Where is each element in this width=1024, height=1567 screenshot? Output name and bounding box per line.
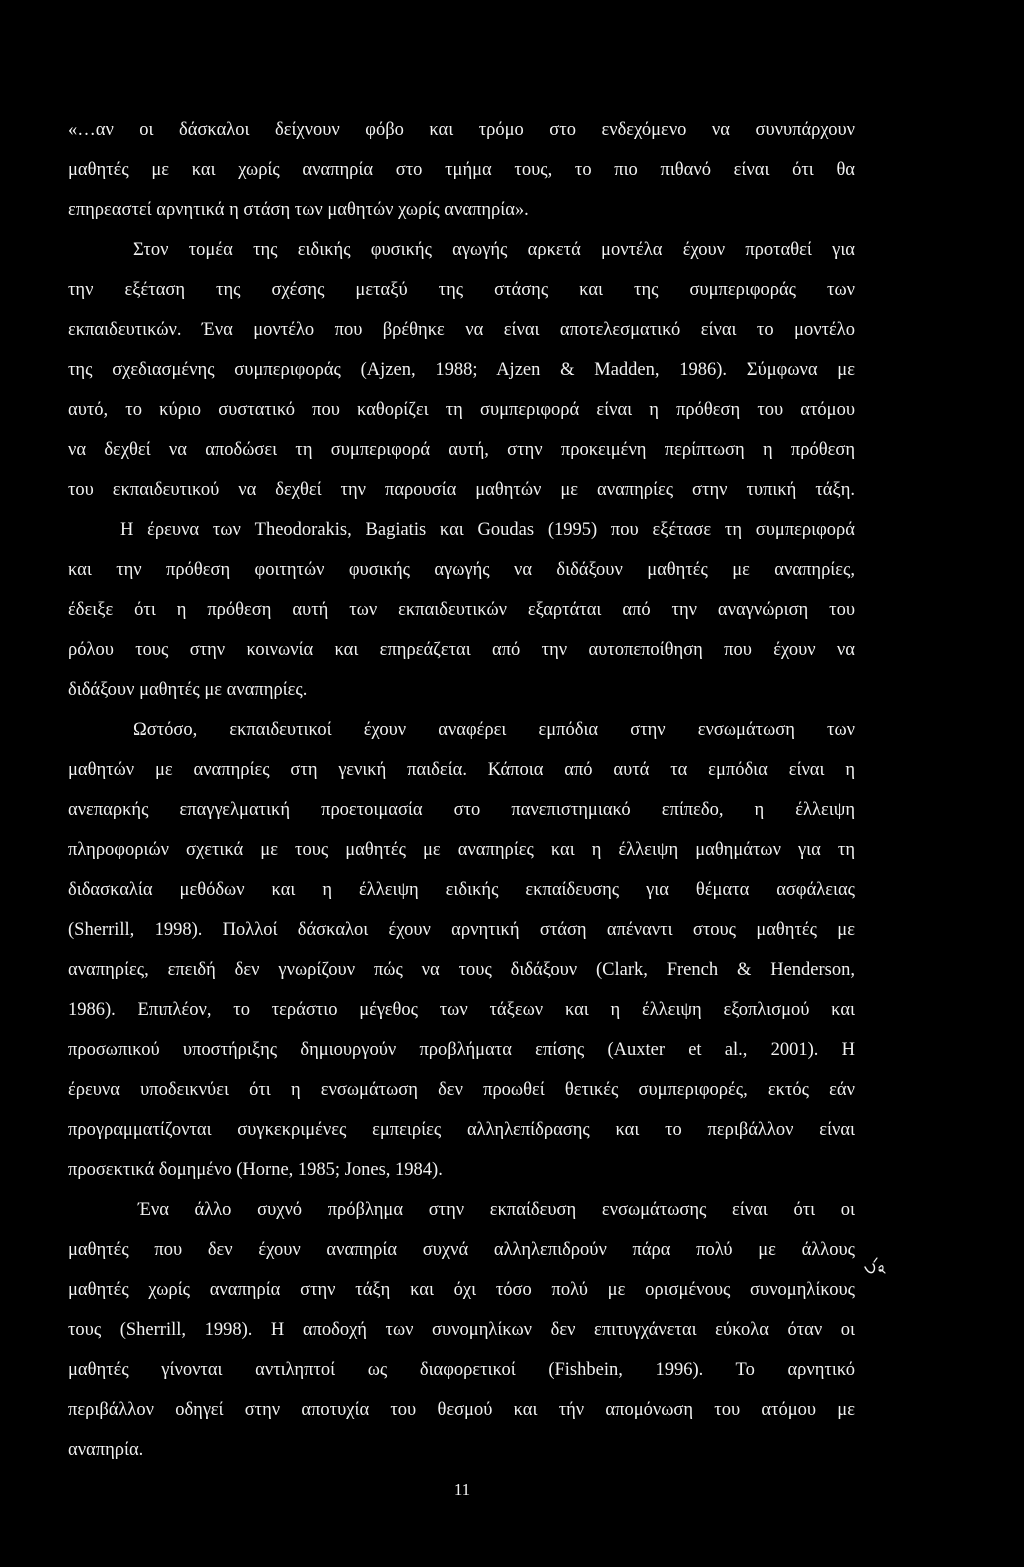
text-line-12: και την πρόθεση φοιτητών φυσικής αγωγής να διδάξουν μαθητές με αναπηρίες, [68,560,855,580]
text-line-28: Ένα άλλο συχνό πρόβλημα στην εκπαίδευση ενσωμάτωσης είναι ότι οι [138,1200,855,1220]
text-line-29: μαθητές που δεν έχουν αναπηρία συχνά αλληλεπιδρούν πάρα πολύ με άλλους [68,1240,855,1260]
text-line-21: (Sherrill, 1998). Πολλοί δάσκαλοι έχουν αρνητική στάση απέναντι στους μαθητές με [68,920,855,940]
text-line-6: εκπαιδευτικών. Ένα μοντέλο που βρέθηκε να είναι αποτελεσματικό είναι το μοντέλο [68,320,855,340]
text-line-24: προσωπικού υποστήριξης δημιουργούν προβλήματα επίσης (Auxter et al., 2001). Η [68,1040,855,1060]
text-line-5: την εξέταση της σχέσης μεταξύ της στάσης και της συμπεριφοράς των [68,280,855,300]
text-line-16: Ωστόσο, εκπαιδευτικοί έχουν αναφέρει εμπόδια στην ενσωμάτωση των [133,720,855,740]
handwritten-margin-mark [862,1256,902,1280]
text-line-34: αναπηρία. [68,1440,144,1460]
page-number: 11 [453,1480,471,1499]
text-line-13: έδειξε ότι η πρόθεση αυτή των εκπαιδευτικών εξαρτάται από την αναγνώριση του [68,600,855,620]
text-line-27: προσεκτικά δομημένο (Horne, 1985; Jones, 1984). [68,1160,443,1180]
text-line-17: μαθητών με αναπηρίες στη γενική παιδεία. Κάποια από αυτά τα εμπόδια είναι η [68,760,855,780]
text-line-7: της σχεδιασμένης συμπεριφοράς (Ajzen, 1988; Ajzen & Madden, 1986). Σύμφωνα με [68,360,855,380]
text-line-32: μαθητές γίνονται αντιληπτοί ως διαφορετικοί (Fishbein, 1996). Το αρνητικό [68,1360,855,1380]
text-line-33: περιβάλλον οδηγεί στην αποτυχία του θεσμού και τήν απομόνωση του ατόμου με [68,1400,855,1420]
text-line-4: Στον τομέα της ειδικής φυσικής αγωγής αρκετά μοντέλα έχουν προταθεί για [133,240,855,260]
text-line-9: να δεχθεί να αποδώσει τη συμπεριφορά αυτή, στην προκειμένη περίπτωση η πρόθεση [68,440,855,460]
text-line-22: αναπηρίες, επειδή δεν γνωρίζουν πώς να τους διδάξουν (Clark, French & Henderson, [68,960,855,980]
text-line-11: Η έρευνα των Theodorakis, Bagiatis και Goudas (1995) που εξέτασε τη συμπεριφορά [120,520,855,540]
text-line-2: μαθητές με και χωρίς αναπηρία στο τμήμα τους, το πιο πιθανό είναι ότι θα [68,160,855,180]
text-line-10: του εκπαιδευτικού να δεχθεί την παρουσία μαθητών με αναπηρίες στην τυπική τάξη. [68,480,855,500]
text-line-19: πληροφοριών σχετικά με τους μαθητές με αναπηρίες και η έλλειψη μαθημάτων για τη [68,840,855,860]
text-line-1: «…αν οι δάσκαλοι δείχνουν φόβο και τρόμο στο ενδεχόμενο να συνυπάρχουν [68,120,855,140]
text-line-23: 1986). Επιπλέον, το τεράστιο μέγεθος των τάξεων και η έλλειψη εξοπλισμού και [68,1000,855,1020]
text-line-8: αυτό, το κύριο συστατικό που καθορίζει τη συμπεριφορά είναι η πρόθεση του ατόμου [68,400,855,420]
text-line-20: διδασκαλία μεθόδων και η έλλειψη ειδικής εκπαίδευσης για θέματα ασφάλειας [68,880,855,900]
text-line-3: επηρεαστεί αρνητικά η στάση των μαθητών χωρίς αναπηρία». [68,200,529,220]
text-line-14: ρόλου τους στην κοινωνία και επηρεάζεται από την αυτοπεποίθηση που έχουν να [68,640,855,660]
text-line-30: μαθητές χωρίς αναπηρία στην τάξη και όχι τόσο πολύ με ορισμένους συνομηλίκους [68,1280,855,1300]
text-line-26: προγραμματίζονται συγκεκριμένες εμπειρίες αλληλεπίδρασης και το περιβάλλον είναι [68,1120,855,1140]
text-line-31: τους (Sherrill, 1998). Η αποδοχή των συνομηλίκων δεν επιτυγχάνεται εύκολα όταν οι [68,1320,855,1340]
text-line-25: έρευνα υποδεικνύει ότι η ενσωμάτωση δεν προωθεί θετικές συμπεριφορές, εκτός εάν [68,1080,855,1100]
text-line-18: ανεπαρκής επαγγελματική προετοιμασία στο πανεπιστημιακό επίπεδο, η έλλειψη [68,800,855,820]
text-line-15: διδάξουν μαθητές με αναπηρίες. [68,680,308,700]
